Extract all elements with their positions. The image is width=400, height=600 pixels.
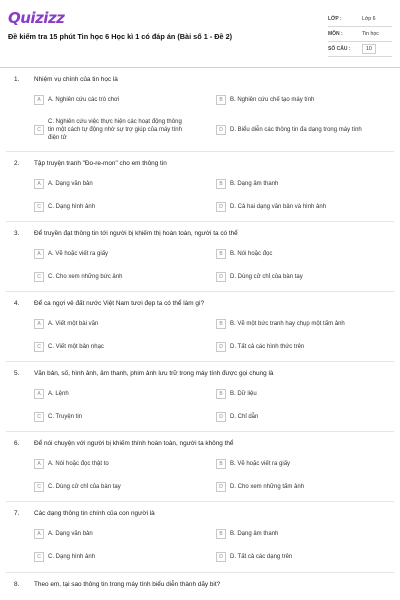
option-text: D. Cả hai dạng văn bản và hình ảnh bbox=[230, 204, 327, 210]
option-text: D. Chỉ dẫn bbox=[230, 414, 259, 420]
answer-option-a[interactable] bbox=[34, 246, 184, 262]
question-number: 8. bbox=[14, 581, 20, 588]
option-text: C. Dạng hình ảnh bbox=[48, 204, 96, 210]
option-text: C. Viết một bản nhạc bbox=[48, 344, 104, 350]
option-key-box: A bbox=[34, 319, 44, 329]
option-key-box: C bbox=[34, 342, 44, 352]
question-text bbox=[14, 300, 204, 307]
answer-option-a[interactable] bbox=[34, 176, 184, 192]
answer-option-c[interactable] bbox=[34, 479, 184, 495]
question-label: Nhiệm vụ chính của tin học là bbox=[34, 76, 118, 83]
meta-row-count bbox=[328, 42, 392, 57]
answer-option-d[interactable] bbox=[216, 339, 386, 355]
option-text: C. Dùng cử chỉ của bàn tay bbox=[48, 484, 121, 490]
option-text: C. Truyện tin bbox=[48, 414, 83, 420]
question-text bbox=[14, 440, 233, 447]
option-text: D. Tất cả các hình thức trên bbox=[230, 344, 305, 350]
option-key-box: C bbox=[34, 125, 44, 135]
question-label: Theo em, tại sao thông tin trong máy tính biểu diễn thành dãy bit? bbox=[34, 581, 221, 588]
answer-option-c[interactable] bbox=[34, 269, 184, 285]
answer-option-d[interactable] bbox=[216, 549, 386, 565]
answer-option-b[interactable] bbox=[216, 92, 386, 108]
option-key-box: B bbox=[216, 529, 226, 539]
answer-option-b[interactable] bbox=[216, 246, 386, 262]
option-key-box: A bbox=[34, 459, 44, 469]
meta-row-class bbox=[328, 12, 392, 27]
meta-value: Lớp 6 bbox=[362, 16, 376, 22]
quizizz-logo: Quizizz bbox=[8, 9, 65, 27]
question-divider bbox=[6, 431, 394, 432]
option-text: B. Dữ liệu bbox=[230, 391, 257, 397]
option-key-box: A bbox=[34, 249, 44, 259]
answer-option-b[interactable] bbox=[216, 526, 386, 542]
option-key-box: D bbox=[216, 412, 226, 422]
option-key-box: C bbox=[34, 552, 44, 562]
option-key-box: A bbox=[34, 179, 44, 189]
option-key-box: B bbox=[216, 249, 226, 259]
question-label: Các dạng thông tin chính của con người là bbox=[34, 510, 155, 517]
question-divider bbox=[6, 291, 394, 292]
question-divider bbox=[6, 572, 394, 573]
question-label: Tập truyện tranh "Đo-re-mon" cho em thông tin bbox=[34, 160, 167, 167]
option-key-box: D bbox=[216, 342, 226, 352]
question-number: 1. bbox=[14, 76, 20, 83]
question-label: Để ca ngợi vẻ đất nước Việt Nam tươi đẹp ta có thể làm gì? bbox=[34, 300, 205, 307]
question-divider bbox=[6, 361, 394, 362]
answer-option-b[interactable] bbox=[216, 456, 386, 472]
meta-label: SỐ CÂU : bbox=[328, 46, 351, 52]
answer-option-a[interactable] bbox=[34, 526, 184, 542]
meta-value: Tin học bbox=[362, 31, 379, 37]
option-text: C. Dạng hình ảnh bbox=[48, 554, 96, 560]
option-text: A. Lệnh bbox=[48, 391, 69, 397]
answer-option-d[interactable] bbox=[216, 199, 386, 215]
answer-option-a[interactable] bbox=[34, 456, 184, 472]
option-text: D. Biểu diễn các thông tin đa dạng trong máy tính bbox=[230, 127, 362, 133]
option-key-box: D bbox=[216, 272, 226, 282]
question-divider bbox=[6, 221, 394, 222]
option-text: A. Nghiên cứu các trò chơi bbox=[48, 97, 120, 103]
answer-option-d[interactable] bbox=[216, 479, 386, 495]
option-text: A. Dạng văn bản bbox=[48, 181, 93, 187]
option-key-box: C bbox=[34, 482, 44, 492]
question-number: 3. bbox=[14, 230, 20, 237]
answer-option-b[interactable] bbox=[216, 316, 386, 332]
meta-label: MÔN : bbox=[328, 31, 343, 37]
question-divider bbox=[6, 151, 394, 152]
option-text: A. Vẽ hoặc viết ra giấy bbox=[48, 251, 109, 257]
option-text: B. Dạng âm thanh bbox=[230, 181, 279, 187]
answer-option-a[interactable] bbox=[34, 316, 184, 332]
question-text bbox=[14, 76, 118, 83]
answer-option-c[interactable] bbox=[34, 339, 184, 355]
option-text: A. Viết một bài văn bbox=[48, 321, 99, 327]
option-key-box: B bbox=[216, 389, 226, 399]
option-key-box: A bbox=[34, 95, 44, 105]
option-key-box: B bbox=[216, 459, 226, 469]
option-text: D. Dùng cử chỉ của bàn tay bbox=[230, 274, 303, 280]
option-text: C. Cho xem những bức ảnh bbox=[48, 274, 123, 280]
question-label: Để truyền đạt thông tin tới người bị khiếm thị hoàn toàn, người ta có thể bbox=[34, 230, 238, 237]
option-text: B. Nói hoặc đọc bbox=[230, 251, 273, 257]
answer-option-c[interactable] bbox=[34, 549, 184, 565]
answer-option-c[interactable] bbox=[34, 199, 184, 215]
option-key-box: B bbox=[216, 95, 226, 105]
question-divider bbox=[6, 501, 394, 502]
option-key-box: A bbox=[34, 529, 44, 539]
answer-option-d[interactable] bbox=[216, 409, 386, 425]
question-text bbox=[14, 160, 167, 167]
option-key-box: C bbox=[34, 272, 44, 282]
answer-option-a[interactable] bbox=[34, 92, 184, 108]
meta-label: LỚP : bbox=[328, 16, 342, 22]
question-number: 7. bbox=[14, 510, 20, 517]
option-key-box: D bbox=[216, 202, 226, 212]
option-text: B. Vẽ một bức tranh hay chụp một tấm ảnh bbox=[230, 321, 345, 327]
question-number: 6. bbox=[14, 440, 20, 447]
option-key-box: C bbox=[34, 202, 44, 212]
question-number: 4. bbox=[14, 300, 20, 307]
option-key-box: C bbox=[34, 412, 44, 422]
question-text bbox=[14, 510, 155, 517]
answer-option-d[interactable] bbox=[216, 269, 386, 285]
meta-value: 10 bbox=[362, 44, 376, 54]
question-number: 2. bbox=[14, 160, 20, 167]
option-key-box: B bbox=[216, 319, 226, 329]
answer-option-c[interactable] bbox=[34, 409, 184, 425]
page-header bbox=[0, 0, 400, 68]
option-key-box: D bbox=[216, 125, 226, 135]
meta-box bbox=[328, 12, 392, 57]
option-text: D. Cho xem những tấm ảnh bbox=[230, 484, 305, 490]
option-text: B. Nghiên cứu chế tạo máy tính bbox=[230, 97, 315, 103]
answer-option-b[interactable] bbox=[216, 386, 386, 402]
option-key-box: B bbox=[216, 179, 226, 189]
question-number: 5. bbox=[14, 370, 20, 377]
answer-option-b[interactable] bbox=[216, 176, 386, 192]
question-text bbox=[14, 370, 273, 377]
option-key-box: D bbox=[216, 552, 226, 562]
answer-option-d[interactable] bbox=[216, 115, 386, 145]
option-text: D. Tất cả các dạng trên bbox=[230, 554, 293, 560]
question-text bbox=[14, 581, 220, 588]
option-text: A. Dạng văn bản bbox=[48, 531, 93, 537]
meta-row-subject bbox=[328, 27, 392, 42]
option-text: A. Nói hoặc đọc thật to bbox=[48, 461, 109, 467]
option-text: B. Vẽ hoặc viết ra giấy bbox=[230, 461, 291, 467]
document-title: Đề kiểm tra 15 phút Tin học 6 Học kì 1 có đáp án (Bài số 1 - Đề 2) bbox=[8, 32, 233, 41]
option-text: C. Nghiên cứu việc thực hiện các hoạt động thông tin một cách tự động nhờ sự trợ giúp của máy tính điện tử bbox=[48, 119, 182, 141]
question-text bbox=[14, 230, 238, 237]
option-text: B. Dạng âm thanh bbox=[230, 531, 279, 537]
answer-option-c[interactable] bbox=[34, 115, 184, 145]
question-label: Văn bản, số, hình ảnh, âm thanh, phim ảnh lưu trữ trong máy tính được gọi chung là bbox=[34, 370, 274, 377]
question-label: Để nói chuyện với người bị khiếm thính hoàn toàn, người ta không thể bbox=[34, 440, 234, 447]
option-key-box: D bbox=[216, 482, 226, 492]
answer-option-a[interactable] bbox=[34, 386, 184, 402]
option-key-box: A bbox=[34, 389, 44, 399]
